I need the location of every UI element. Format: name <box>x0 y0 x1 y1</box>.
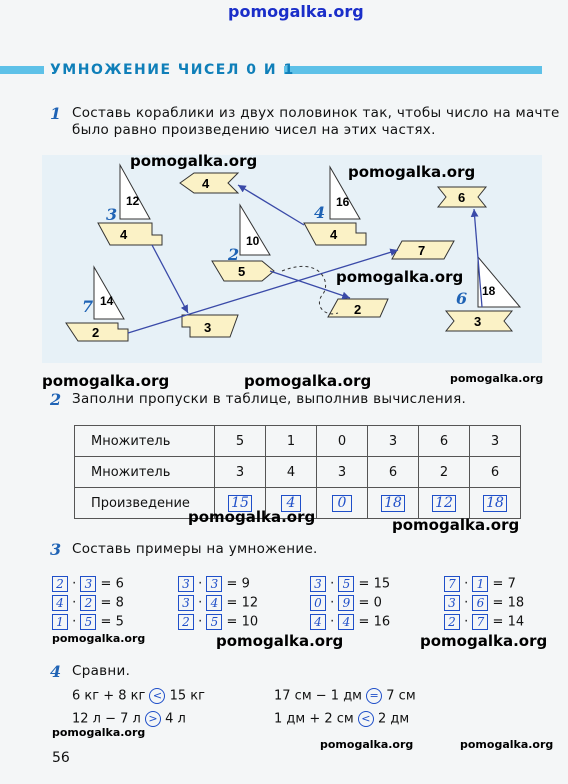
watermark: pomogalka.org <box>348 163 476 181</box>
header-stripe-left <box>0 66 44 74</box>
equals-sign: = <box>96 595 116 611</box>
example-item <box>178 595 258 611</box>
svg-text:5: 5 <box>238 264 246 279</box>
answer-field[interactable]: 4 <box>281 495 301 512</box>
factor-box[interactable]: 4 <box>206 595 222 611</box>
answer-field[interactable]: 18 <box>483 495 507 512</box>
table-cell: 5 <box>215 426 266 457</box>
watermark: pomogalka.org <box>460 738 554 751</box>
factor-box[interactable]: 3 <box>178 576 194 592</box>
answer-field[interactable]: 18 <box>381 495 405 512</box>
factor-box[interactable]: 4 <box>338 614 354 630</box>
arrow-12-to-3 <box>152 245 188 313</box>
factor-box[interactable]: 6 <box>472 595 488 611</box>
example-result: 15 <box>373 576 391 592</box>
answer-field[interactable]: 15 <box>228 495 252 512</box>
dot-sign: · <box>326 576 339 592</box>
example-item <box>444 595 524 611</box>
table-row <box>75 457 521 488</box>
example-result: 0 <box>373 595 382 611</box>
row-label: Множитель <box>75 426 215 457</box>
compare-left: 17 см − 1 дм <box>274 688 362 704</box>
task1-number: 1 <box>50 104 62 123</box>
table-cell: 3 <box>368 426 419 457</box>
table-cell: 3 <box>317 457 368 488</box>
factor-box[interactable]: 4 <box>310 614 326 630</box>
dot-sign: · <box>68 614 81 630</box>
sail-14-value: 14 <box>100 294 114 308</box>
sail-10[interactable] <box>240 205 270 255</box>
dot-sign: · <box>194 614 207 630</box>
watermark: pomogalka.org <box>420 632 548 650</box>
example-item <box>310 595 382 611</box>
compare-right: 15 кг <box>169 688 205 704</box>
equals-sign: = <box>354 595 374 611</box>
hull-3-boat18[interactable] <box>446 311 512 331</box>
answer-field[interactable]: 0 <box>332 495 352 512</box>
factor-box[interactable]: 2 <box>52 576 68 592</box>
sail-12[interactable] <box>120 165 150 219</box>
sail-16-value: 16 <box>336 195 350 209</box>
compare-item <box>274 688 416 704</box>
table-cell: 6 <box>470 457 521 488</box>
factor-box[interactable]: 5 <box>80 614 96 630</box>
boats-illustration <box>42 155 542 363</box>
watermark: pomogalka.org <box>336 268 464 286</box>
table-cell: 3 <box>470 426 521 457</box>
example-result: 18 <box>507 595 525 611</box>
dot-sign: · <box>460 614 473 630</box>
equals-sign: = <box>488 614 508 630</box>
example-result: 16 <box>373 614 391 630</box>
equals-sign: = <box>488 576 508 592</box>
compare-right: 2 дм <box>378 711 410 727</box>
factor-box[interactable]: 0 <box>310 595 326 611</box>
watermark: pomogalka.org <box>52 632 146 645</box>
table-cell: 0 <box>317 426 368 457</box>
example-result: 7 <box>507 576 516 592</box>
table-cell: 3 <box>215 457 266 488</box>
task1-text-line2: было равно произведению чисел на этих частях. <box>72 122 436 138</box>
dot-sign: · <box>68 576 81 592</box>
factor-box[interactable]: 2 <box>178 614 194 630</box>
factor-box[interactable]: 2 <box>80 595 96 611</box>
table-cell: 6 <box>368 457 419 488</box>
compare-right: 4 л <box>165 711 186 727</box>
watermark: pomogalka.org <box>450 372 544 385</box>
dot-sign: · <box>194 576 207 592</box>
factor-box[interactable]: 3 <box>444 595 460 611</box>
mark-4: 4 <box>314 203 326 222</box>
equals-sign: = <box>96 614 116 630</box>
task3-number: 3 <box>50 540 62 559</box>
equals-sign: = <box>96 576 116 592</box>
row-label: Множитель <box>75 457 215 488</box>
hull-5[interactable] <box>212 261 274 281</box>
example-item <box>52 614 124 630</box>
example-result: 10 <box>241 614 259 630</box>
dot-sign: · <box>460 595 473 611</box>
mark-3: 3 <box>106 205 118 224</box>
example-result: 9 <box>241 576 250 592</box>
dot-sign: · <box>326 595 339 611</box>
svg-text:4: 4 <box>120 227 128 242</box>
hull-2-right[interactable] <box>328 299 388 317</box>
task4-number: 4 <box>50 662 62 681</box>
mark-2: 2 <box>228 245 240 264</box>
page-title: УМНОЖЕНИЕ ЧИСЕЛ 0 И 1 <box>50 62 295 78</box>
svg-text:6: 6 <box>458 190 466 205</box>
svg-text:2: 2 <box>354 302 362 317</box>
svg-text:2: 2 <box>92 325 100 340</box>
example-result: 12 <box>241 595 259 611</box>
table-cell: 1 <box>266 426 317 457</box>
equals-sign: = <box>222 614 242 630</box>
factor-box[interactable]: 7 <box>444 576 460 592</box>
table-cell: 2 <box>419 457 470 488</box>
boats-svg <box>42 155 542 363</box>
compare-left: 6 кг + 8 кг <box>72 688 146 704</box>
task1-text-line1: Составь кораблики из двух половинок так, чтобы число на мачте <box>72 105 560 121</box>
task2-number: 2 <box>50 390 62 409</box>
dot-sign: · <box>194 595 207 611</box>
example-result: 8 <box>115 595 124 611</box>
svg-text:7: 7 <box>418 243 426 258</box>
table-cell: 6 <box>419 426 470 457</box>
watermark-top: pomogalka.org <box>228 2 364 21</box>
dashed-link <box>282 266 338 314</box>
factor-box[interactable]: 1 <box>472 576 488 592</box>
compare-sign[interactable]: < <box>149 688 165 704</box>
hull-4-top[interactable] <box>180 173 238 193</box>
mark-7: 7 <box>82 297 94 316</box>
factor-box[interactable]: 9 <box>338 595 354 611</box>
example-item <box>310 576 390 592</box>
factor-box[interactable]: 3 <box>206 576 222 592</box>
table-cell: 4 <box>266 457 317 488</box>
sail-10-value: 10 <box>246 234 260 248</box>
header-stripe-right <box>284 66 542 74</box>
watermark: pomogalka.org <box>244 372 372 390</box>
row-label: Произведение <box>75 488 215 519</box>
factor-box[interactable]: 5 <box>338 576 354 592</box>
factor-box[interactable]: 5 <box>206 614 222 630</box>
equals-sign: = <box>354 576 374 592</box>
factor-box[interactable]: 7 <box>472 614 488 630</box>
equals-sign: = <box>222 595 242 611</box>
mark-6: 6 <box>456 289 468 308</box>
watermark: pomogalka.org <box>130 152 258 170</box>
example-item <box>444 576 516 592</box>
task4-text: Сравни. <box>72 663 131 679</box>
task3-text: Составь примеры на умножение. <box>72 541 318 557</box>
watermark: pomogalka.org <box>216 632 344 650</box>
dot-sign: · <box>460 576 473 592</box>
dot-sign: · <box>326 614 339 630</box>
factor-box[interactable]: 4 <box>52 595 68 611</box>
svg-text:4: 4 <box>202 176 210 191</box>
factor-box[interactable]: 3 <box>80 576 96 592</box>
watermark: pomogalka.org <box>188 508 316 526</box>
example-item <box>178 576 250 592</box>
svg-text:3: 3 <box>204 320 212 335</box>
watermark: pomogalka.org <box>52 726 146 739</box>
watermark: pomogalka.org <box>320 738 414 751</box>
task2-text: Заполни пропуски в таблице, выполнив вычисления. <box>72 391 467 407</box>
sail-18[interactable] <box>478 257 520 307</box>
hull-4-boat12[interactable] <box>98 223 162 245</box>
compare-sign[interactable]: < <box>358 711 374 727</box>
svg-text:4: 4 <box>330 227 338 242</box>
multiplication-examples <box>52 576 552 634</box>
compare-sign[interactable]: > <box>145 711 161 727</box>
example-result: 6 <box>115 576 124 592</box>
compare-item <box>274 711 409 727</box>
watermark: pomogalka.org <box>392 516 520 534</box>
dot-sign: · <box>68 595 81 611</box>
compare-sign[interactable]: = <box>366 688 382 704</box>
hull-4-boat16[interactable] <box>304 223 366 245</box>
factor-box[interactable]: 3 <box>310 576 326 592</box>
hull-3-bottom[interactable] <box>182 315 238 337</box>
example-result: 14 <box>507 614 525 630</box>
equals-sign: = <box>354 614 374 630</box>
compare-item <box>72 688 205 704</box>
multiplication-table <box>74 425 521 519</box>
factor-box[interactable]: 2 <box>444 614 460 630</box>
answer-field[interactable]: 12 <box>432 495 456 512</box>
compare-left: 12 л − 7 л <box>72 711 141 727</box>
factor-box[interactable]: 3 <box>178 595 194 611</box>
example-item <box>310 614 390 630</box>
example-item <box>52 595 124 611</box>
svg-text:3: 3 <box>474 314 482 329</box>
compare-item <box>72 711 186 727</box>
example-item <box>444 614 524 630</box>
table-row <box>75 426 521 457</box>
example-result: 5 <box>115 614 124 630</box>
sail-18-value: 18 <box>482 284 496 298</box>
equals-sign: = <box>488 595 508 611</box>
hull-6[interactable] <box>438 187 486 207</box>
example-item <box>52 576 124 592</box>
sail-12-value: 12 <box>126 194 140 208</box>
factor-box[interactable]: 1 <box>52 614 68 630</box>
compare-right: 7 см <box>386 688 416 704</box>
watermark: pomogalka.org <box>42 372 170 390</box>
hull-2-boat14[interactable] <box>66 323 128 341</box>
compare-left: 1 дм + 2 см <box>274 711 354 727</box>
equals-sign: = <box>222 576 242 592</box>
example-item <box>178 614 258 630</box>
page-number: 56 <box>52 750 70 766</box>
hull-7[interactable] <box>392 241 454 259</box>
sail-14[interactable] <box>94 267 124 319</box>
